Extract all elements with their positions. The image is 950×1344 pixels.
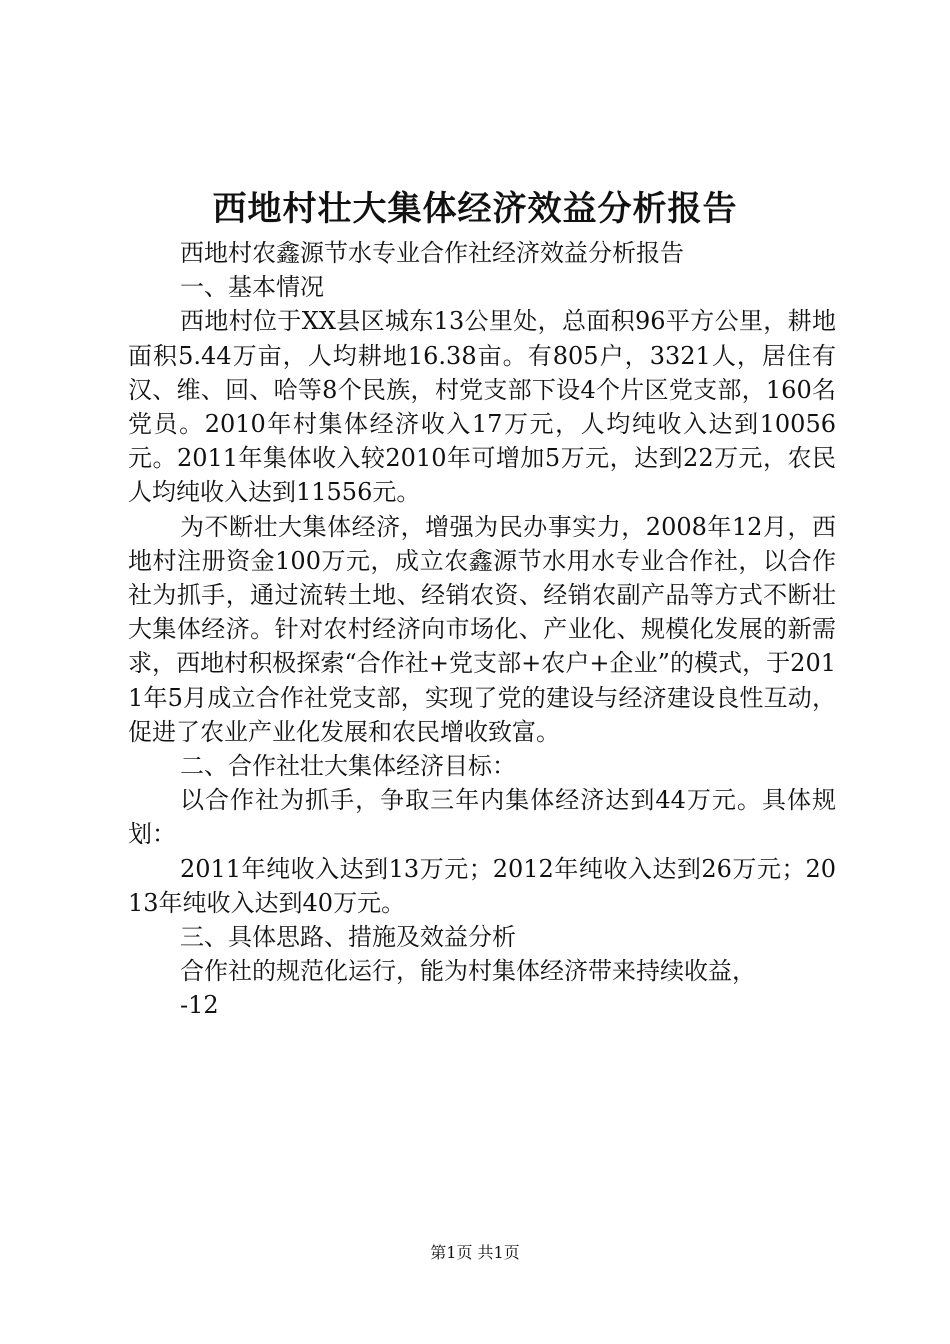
- page-marker-text: -12: [180, 991, 219, 1020]
- body-paragraph: 合作社的规范化运行，能为村集体经济带来持续收益，: [180, 957, 756, 986]
- section-heading-basic-info: 一、基本情况: [180, 273, 324, 302]
- body-paragraph: 以合作社为抓手，争取三年内集体经济达到44万元。具体规划：: [128, 786, 836, 849]
- section-heading-analysis: 三、具体思路、措施及效益分析: [180, 923, 516, 952]
- document-body: [128, 236, 836, 1023]
- subtitle-paragraph: 西地村农鑫源节水专业合作社经济效益分析报告: [180, 239, 684, 267]
- document-title: 西地村壮大集体经济效益分析报告: [212, 189, 738, 229]
- body-paragraph: 西地村位于XX县区城东13公里处，总面积96平方公里，耕地面积5.44万亩，人均耕地16.38亩。有805户，3321人，居住有汉、维、回、哈等8个民族，村党支部下设4个片区党支部，160名党员。2010年村集体经济收入17万元，人均纯收入达到10056元。2011年集体收入较2010年可增加5万元，达到22万元，农民人均纯收入达到11556元。: [128, 307, 836, 507]
- section-heading-goals: 二、合作社壮大集体经济目标：: [180, 752, 516, 781]
- body-paragraph: 为不断壮大集体经济，增强为民办事实力，2008年12月，西地村注册资金100万元，成立农鑫源节水用水专业合作社，以合作社为抓手，通过流转土地、经销农资、经销农副产品等方式不断壮大集体经济。针对农村经济向市场化、产业化、规模化发展的新需求，西地村积极探索“合作社+党支部+农户+企业”的模式，于2011年5月成立合作社党支部，实现了党的建设与经济建设良性互动，促进了农业产业化发展和农民增收致富。: [128, 512, 836, 746]
- page-footer: 第1页 共1页: [430, 1243, 520, 1262]
- body-paragraph: 2011年纯收入达到13万元；2012年纯收入达到26万元；2013年纯收入达到40万元。: [128, 854, 836, 917]
